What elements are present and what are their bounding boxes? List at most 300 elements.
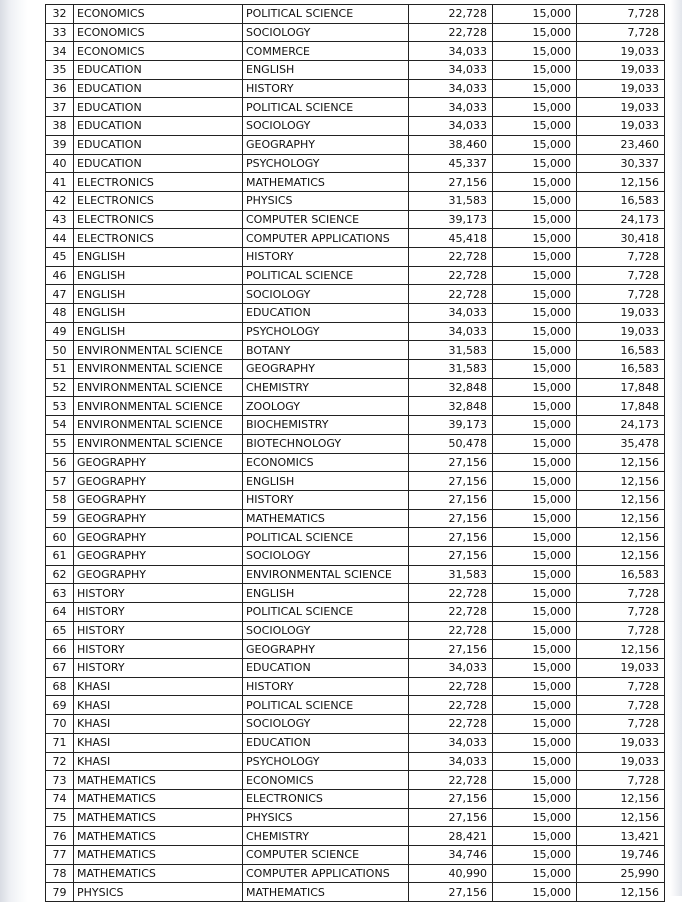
subject-major: ELECTRONICS [74,210,243,229]
subject-major: GEOGRAPHY [74,509,243,528]
amount-concession: 15,000 [493,173,577,192]
row-number: 54 [46,416,74,435]
table-row [46,789,665,808]
subject-major: HISTORY [74,621,243,640]
amount-total: 38,460 [409,135,493,154]
amount-total: 27,156 [409,472,493,491]
row-number: 70 [46,715,74,734]
amount-payable: 19,033 [577,752,665,771]
fee-table-body [46,5,665,902]
amount-payable: 12,156 [577,883,665,902]
table-row [46,827,665,846]
subject-minor: COMMERCE [243,42,409,61]
subject-minor: POLITICAL SCIENCE [243,696,409,715]
amount-payable: 7,728 [577,621,665,640]
amount-payable: 19,033 [577,117,665,136]
subject-minor: PHYSICS [243,191,409,210]
amount-total: 45,418 [409,229,493,248]
table-row [46,864,665,883]
table-row [46,98,665,117]
amount-total: 22,728 [409,247,493,266]
table-row [46,883,665,902]
amount-concession: 15,000 [493,135,577,154]
amount-concession: 15,000 [493,360,577,379]
amount-concession: 15,000 [493,845,577,864]
amount-total: 34,033 [409,79,493,98]
subject-minor: SOCIOLOGY [243,715,409,734]
subject-minor: GEOGRAPHY [243,135,409,154]
row-number: 59 [46,509,74,528]
amount-payable: 12,156 [577,453,665,472]
subject-major: ELECTRONICS [74,229,243,248]
subject-major: GEOGRAPHY [74,490,243,509]
subject-major: ELECTRONICS [74,191,243,210]
amount-total: 22,728 [409,771,493,790]
subject-major: EDUCATION [74,154,243,173]
amount-total: 28,421 [409,827,493,846]
row-number: 33 [46,23,74,42]
amount-payable: 12,156 [577,808,665,827]
subject-minor: POLITICAL SCIENCE [243,528,409,547]
subject-minor: SOCIOLOGY [243,285,409,304]
amount-total: 31,583 [409,341,493,360]
subject-minor: ENGLISH [243,472,409,491]
subject-minor: MATHEMATICS [243,173,409,192]
subject-minor: HISTORY [243,79,409,98]
table-row [46,304,665,323]
row-number: 39 [46,135,74,154]
subject-minor: POLITICAL SCIENCE [243,98,409,117]
subject-major: MATHEMATICS [74,864,243,883]
amount-payable: 17,848 [577,397,665,416]
table-row [46,715,665,734]
subject-minor: MATHEMATICS [243,509,409,528]
table-row [46,416,665,435]
amount-total: 34,033 [409,117,493,136]
amount-payable: 7,728 [577,715,665,734]
row-number: 50 [46,341,74,360]
amount-concession: 15,000 [493,416,577,435]
subject-minor: BOTANY [243,341,409,360]
amount-total: 34,033 [409,304,493,323]
table-row [46,472,665,491]
subject-major: EDUCATION [74,79,243,98]
subject-major: EDUCATION [74,135,243,154]
row-number: 42 [46,191,74,210]
table-row [46,696,665,715]
subject-minor: BIOTECHNOLOGY [243,434,409,453]
row-number: 75 [46,808,74,827]
subject-minor: COMPUTER SCIENCE [243,210,409,229]
amount-payable: 25,990 [577,864,665,883]
subject-major: ELECTRONICS [74,173,243,192]
amount-concession: 15,000 [493,640,577,659]
amount-concession: 15,000 [493,771,577,790]
amount-payable: 7,728 [577,696,665,715]
subject-major: KHASI [74,696,243,715]
subject-minor: ECONOMICS [243,771,409,790]
subject-minor: GEOGRAPHY [243,360,409,379]
amount-total: 22,728 [409,285,493,304]
amount-concession: 15,000 [493,42,577,61]
row-number: 46 [46,266,74,285]
amount-concession: 15,000 [493,733,577,752]
amount-concession: 15,000 [493,621,577,640]
amount-concession: 15,000 [493,864,577,883]
page-edge-shadow [670,0,682,896]
row-number: 66 [46,640,74,659]
table-row [46,490,665,509]
table-row [46,322,665,341]
amount-concession: 15,000 [493,98,577,117]
subject-major: ECONOMICS [74,23,243,42]
subject-major: EDUCATION [74,117,243,136]
amount-total: 50,478 [409,434,493,453]
subject-major: HISTORY [74,603,243,622]
table-row [46,528,665,547]
row-number: 67 [46,659,74,678]
subject-major: EDUCATION [74,61,243,80]
row-number: 35 [46,61,74,80]
amount-payable: 30,337 [577,154,665,173]
amount-total: 34,033 [409,659,493,678]
row-number: 61 [46,546,74,565]
subject-minor: PSYCHOLOGY [243,322,409,341]
subject-minor: COMPUTER APPLICATIONS [243,864,409,883]
row-number: 48 [46,304,74,323]
amount-payable: 12,156 [577,546,665,565]
subject-major: KHASI [74,677,243,696]
table-row [46,5,665,24]
row-number: 60 [46,528,74,547]
amount-concession: 15,000 [493,472,577,491]
subject-major: ENVIRONMENTAL SCIENCE [74,378,243,397]
row-number: 52 [46,378,74,397]
amount-payable: 16,583 [577,191,665,210]
table-row [46,509,665,528]
table-row [46,341,665,360]
amount-concession: 15,000 [493,304,577,323]
row-number: 45 [46,247,74,266]
subject-minor: SOCIOLOGY [243,546,409,565]
amount-concession: 15,000 [493,210,577,229]
amount-total: 27,156 [409,789,493,808]
row-number: 38 [46,117,74,136]
amount-concession: 15,000 [493,154,577,173]
amount-payable: 7,728 [577,603,665,622]
row-number: 71 [46,733,74,752]
amount-total: 27,156 [409,173,493,192]
table-row [46,603,665,622]
table-row [46,434,665,453]
row-number: 69 [46,696,74,715]
amount-payable: 30,418 [577,229,665,248]
amount-total: 34,033 [409,733,493,752]
amount-total: 39,173 [409,416,493,435]
table-row [46,565,665,584]
amount-concession: 15,000 [493,266,577,285]
subject-major: ECONOMICS [74,42,243,61]
amount-total: 27,156 [409,528,493,547]
row-number: 43 [46,210,74,229]
amount-total: 27,156 [409,453,493,472]
table-row [46,584,665,603]
amount-total: 34,746 [409,845,493,864]
amount-concession: 15,000 [493,752,577,771]
subject-major: GEOGRAPHY [74,453,243,472]
amount-payable: 19,746 [577,845,665,864]
amount-total: 39,173 [409,210,493,229]
subject-minor: ECONOMICS [243,453,409,472]
row-number: 47 [46,285,74,304]
amount-concession: 15,000 [493,789,577,808]
amount-concession: 15,000 [493,546,577,565]
amount-payable: 7,728 [577,285,665,304]
subject-minor: ZOOLOGY [243,397,409,416]
amount-total: 22,728 [409,603,493,622]
subject-major: GEOGRAPHY [74,472,243,491]
table-row [46,135,665,154]
amount-payable: 16,583 [577,360,665,379]
row-number: 73 [46,771,74,790]
amount-total: 22,728 [409,5,493,24]
amount-total: 34,033 [409,322,493,341]
row-number: 65 [46,621,74,640]
amount-concession: 15,000 [493,434,577,453]
row-number: 74 [46,789,74,808]
amount-payable: 19,033 [577,304,665,323]
table-row [46,677,665,696]
subject-major: MATHEMATICS [74,845,243,864]
amount-total: 27,156 [409,883,493,902]
subject-major: ENVIRONMENTAL SCIENCE [74,360,243,379]
amount-payable: 24,173 [577,416,665,435]
subject-major: GEOGRAPHY [74,546,243,565]
subject-major: GEOGRAPHY [74,565,243,584]
amount-concession: 15,000 [493,603,577,622]
subject-major: KHASI [74,733,243,752]
amount-concession: 15,000 [493,490,577,509]
subject-minor: PSYCHOLOGY [243,752,409,771]
subject-minor: POLITICAL SCIENCE [243,603,409,622]
amount-payable: 7,728 [577,266,665,285]
subject-minor: ELECTRONICS [243,789,409,808]
row-number: 55 [46,434,74,453]
subject-major: ENGLISH [74,266,243,285]
row-number: 36 [46,79,74,98]
table-row [46,360,665,379]
amount-payable: 12,156 [577,789,665,808]
amount-total: 27,156 [409,490,493,509]
table-row [46,397,665,416]
subject-minor: PSYCHOLOGY [243,154,409,173]
subject-minor: SOCIOLOGY [243,117,409,136]
amount-payable: 7,728 [577,677,665,696]
table-row [46,210,665,229]
amount-payable: 12,156 [577,509,665,528]
amount-total: 22,728 [409,696,493,715]
amount-payable: 13,421 [577,827,665,846]
amount-payable: 12,156 [577,472,665,491]
amount-concession: 15,000 [493,883,577,902]
amount-concession: 15,000 [493,808,577,827]
subject-major: MATHEMATICS [74,789,243,808]
table-row [46,752,665,771]
row-number: 72 [46,752,74,771]
table-row [46,640,665,659]
amount-concession: 15,000 [493,528,577,547]
subject-minor: SOCIOLOGY [243,621,409,640]
table-row [46,771,665,790]
amount-total: 34,033 [409,42,493,61]
amount-concession: 15,000 [493,322,577,341]
row-number: 56 [46,453,74,472]
amount-payable: 12,156 [577,528,665,547]
row-number: 62 [46,565,74,584]
subject-major: ECONOMICS [74,5,243,24]
table-row [46,154,665,173]
row-number: 41 [46,173,74,192]
subject-minor: POLITICAL SCIENCE [243,5,409,24]
subject-minor: COMPUTER SCIENCE [243,845,409,864]
amount-concession: 15,000 [493,584,577,603]
subject-major: EDUCATION [74,98,243,117]
table-row [46,79,665,98]
amount-payable: 19,033 [577,61,665,80]
subject-major: ENGLISH [74,304,243,323]
amount-payable: 23,460 [577,135,665,154]
amount-payable: 12,156 [577,640,665,659]
amount-payable: 7,728 [577,771,665,790]
table-row [46,285,665,304]
row-number: 53 [46,397,74,416]
subject-minor: ENGLISH [243,584,409,603]
subject-minor: PHYSICS [243,808,409,827]
row-number: 51 [46,360,74,379]
amount-concession: 15,000 [493,827,577,846]
amount-payable: 19,033 [577,659,665,678]
amount-total: 34,033 [409,98,493,117]
table-row [46,733,665,752]
amount-total: 34,033 [409,61,493,80]
subject-minor: COMPUTER APPLICATIONS [243,229,409,248]
subject-minor: EDUCATION [243,304,409,323]
row-number: 78 [46,864,74,883]
row-number: 44 [46,229,74,248]
table-row [46,42,665,61]
subject-major: GEOGRAPHY [74,528,243,547]
table-row [46,173,665,192]
subject-major: ENVIRONMENTAL SCIENCE [74,397,243,416]
subject-minor: GEOGRAPHY [243,640,409,659]
amount-concession: 15,000 [493,715,577,734]
subject-major: ENVIRONMENTAL SCIENCE [74,416,243,435]
amount-payable: 19,033 [577,98,665,117]
subject-major: ENGLISH [74,285,243,304]
subject-major: MATHEMATICS [74,808,243,827]
row-number: 77 [46,845,74,864]
amount-payable: 7,728 [577,23,665,42]
subject-major: HISTORY [74,640,243,659]
amount-payable: 7,728 [577,247,665,266]
subject-major: PHYSICS [74,883,243,902]
table-row [46,247,665,266]
amount-total: 31,583 [409,565,493,584]
amount-payable: 12,156 [577,173,665,192]
amount-total: 22,728 [409,584,493,603]
subject-minor: EDUCATION [243,733,409,752]
amount-payable: 19,033 [577,322,665,341]
amount-payable: 7,728 [577,584,665,603]
amount-concession: 15,000 [493,677,577,696]
amount-concession: 15,000 [493,378,577,397]
table-row [46,453,665,472]
amount-concession: 15,000 [493,61,577,80]
subject-major: HISTORY [74,584,243,603]
amount-total: 40,990 [409,864,493,883]
amount-concession: 15,000 [493,453,577,472]
subject-minor: CHEMISTRY [243,378,409,397]
subject-minor: POLITICAL SCIENCE [243,266,409,285]
amount-total: 32,848 [409,378,493,397]
table-row [46,23,665,42]
amount-total: 34,033 [409,752,493,771]
table-row [46,117,665,136]
row-number: 63 [46,584,74,603]
row-number: 64 [46,603,74,622]
amount-concession: 15,000 [493,247,577,266]
row-number: 49 [46,322,74,341]
subject-minor: CHEMISTRY [243,827,409,846]
subject-minor: ENGLISH [243,61,409,80]
amount-concession: 15,000 [493,696,577,715]
subject-major: MATHEMATICS [74,827,243,846]
amount-concession: 15,000 [493,341,577,360]
amount-payable: 24,173 [577,210,665,229]
amount-total: 22,728 [409,266,493,285]
row-number: 57 [46,472,74,491]
amount-total: 22,728 [409,23,493,42]
amount-concession: 15,000 [493,229,577,248]
subject-minor: HISTORY [243,247,409,266]
table-row [46,378,665,397]
subject-minor: HISTORY [243,490,409,509]
subject-minor: HISTORY [243,677,409,696]
amount-total: 32,848 [409,397,493,416]
amount-payable: 17,848 [577,378,665,397]
amount-concession: 15,000 [493,509,577,528]
subject-minor: MATHEMATICS [243,883,409,902]
amount-concession: 15,000 [493,565,577,584]
row-number: 76 [46,827,74,846]
table-row [46,546,665,565]
amount-payable: 19,033 [577,733,665,752]
table-row [46,229,665,248]
amount-concession: 15,000 [493,79,577,98]
amount-concession: 15,000 [493,23,577,42]
amount-concession: 15,000 [493,5,577,24]
subject-minor: EDUCATION [243,659,409,678]
amount-total: 22,728 [409,621,493,640]
subject-minor: ENVIRONMENTAL SCIENCE [243,565,409,584]
row-number: 79 [46,883,74,902]
amount-total: 45,337 [409,154,493,173]
row-number: 68 [46,677,74,696]
amount-total: 31,583 [409,360,493,379]
amount-payable: 7,728 [577,5,665,24]
subject-minor: BIOCHEMISTRY [243,416,409,435]
amount-payable: 19,033 [577,42,665,61]
